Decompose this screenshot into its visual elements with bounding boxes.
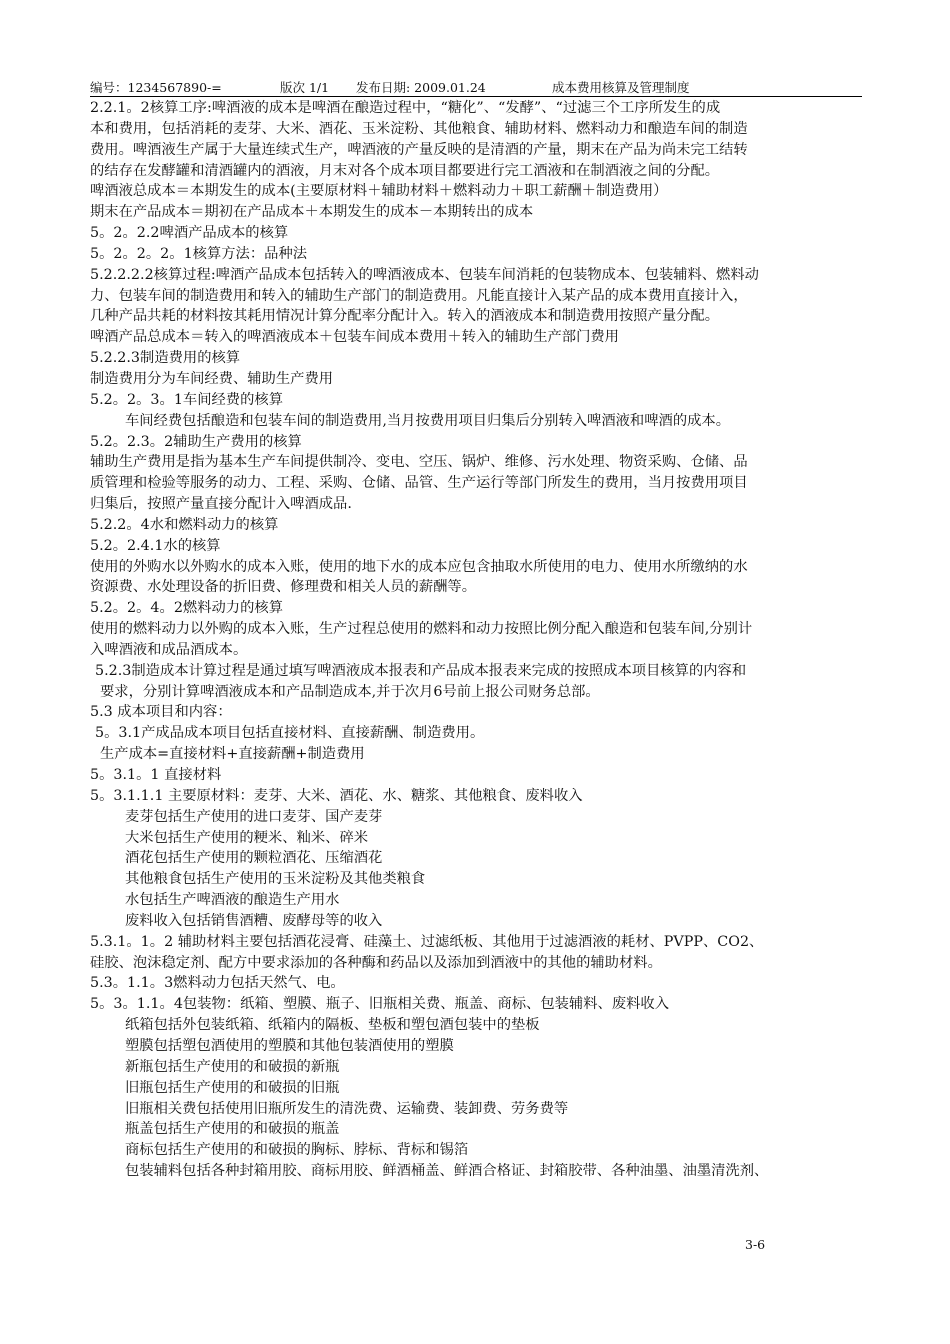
text-line: 5.2.3制造成本计算过程是通过填写啤酒液成本报表和产品成本报表来完成的按照成本项目核算的内容和: [95, 662, 747, 679]
text-line: 辅助生产费用是指为基本生产车间提供制冷、变电、空压、锅炉、维修、污水处理、物资采购、仓储、品: [90, 454, 748, 471]
document-title: 成本费用核算及管理制度: [552, 80, 690, 95]
page-number: 3-6: [745, 1237, 766, 1252]
text-line: 制造费用分为车间经费、辅助生产费用: [90, 370, 334, 387]
list-item: 旧瓶相关费包括使用旧瓶所发生的清洗费、运输费、装卸费、劳务费等: [125, 1100, 569, 1117]
text-line: 几种产品共耗的材料按其耗用情况计算分配率分配计入。转入的酒液成本和制造费用按照产量分配。: [90, 308, 720, 325]
text-line: 啤酒产品总成本＝转入的啤酒液成本＋包装车间成本费用＋转入的辅助生产部门费用: [90, 329, 619, 346]
publish-date: 发布日期: 2009.01.24: [356, 80, 486, 95]
list-item: 塑膜包括塑包酒使用的塑膜和其他包装酒使用的塑膜: [125, 1037, 454, 1054]
page-header: [90, 80, 862, 97]
text-line: 5。3.1产成品成本项目包括直接材料、直接薪酬、制造费用。: [95, 725, 485, 742]
section-heading: 5.2。2。4。2燃料动力的核算: [90, 600, 283, 617]
list-item: 旧瓶包括生产使用的和破损的旧瓶: [125, 1079, 340, 1096]
section-heading: 5.2。2.3。2辅助生产费用的核算: [90, 433, 302, 450]
text-line: 质管理和检验等服务的动力、工程、采购、仓储、品管、生产运行等部门所发生的费用，当月按费用项目: [90, 475, 748, 492]
text-line: 资源费、水处理设备的折旧费、修理费和相关人员的薪酬等。: [90, 579, 477, 596]
text-line: 生产成本=直接材料+直接薪酬+制造费用: [100, 746, 365, 763]
section-heading: 5。2。2。2。1核算方法：品种法: [90, 245, 308, 262]
text-line: 力、包装车间的制造费用和转入的辅助生产部门的制造费用。凡能直接计入某产品的成本费用直接计入，: [90, 287, 748, 304]
text-line: 使用的外购水以外购水的成本入账，使用的地下水的成本应包含抽取水所使用的电力、使用水所缴纳的水: [90, 558, 748, 575]
list-item: 包装辅料包括各种封箱用胶、商标用胶、鲜酒桶盖、鲜酒合格证、封箱胶带、各种油墨、油墨清洗剂、: [125, 1163, 769, 1180]
section-heading: 5.2。2.4.1水的核算: [90, 537, 221, 554]
document-id: 编号：1234567890-=: [90, 80, 222, 95]
list-item: 麦芽包括生产使用的进口麦芽、国产麦芽: [125, 808, 383, 825]
section-heading: 5。2。2.2啤酒产品成本的核算: [90, 225, 289, 242]
list-item: 纸箱包括外包装纸箱、纸箱内的隔板、垫板和塑包酒包装中的垫板: [125, 1017, 540, 1034]
section-heading: 5.2.2。4水和燃料动力的核算: [90, 516, 279, 533]
version: 版次 1/1: [280, 80, 330, 95]
text-line: 使用的燃料动力以外购的成本入账，生产过程总使用的燃料和动力按照比例分配入酿造和包装车间,分别计: [90, 621, 753, 638]
section-heading: 5.2。2。3。1车间经费的核算: [90, 391, 283, 408]
section-heading: 5.3。1.1。3燃料动力包括天然气、电。: [90, 975, 345, 992]
list-item: 瓶盖包括生产使用的和破损的瓶盖: [125, 1121, 340, 1138]
list-item: 大米包括生产使用的粳米、籼米、碎米: [125, 829, 369, 846]
section-heading: 5.2.2.3制造费用的核算: [90, 350, 241, 367]
list-item: 酒花包括生产使用的颗粒酒花、压缩酒花: [125, 850, 383, 867]
list-item: 其他粮食包括生产使用的玉米淀粉及其他类粮食: [125, 871, 426, 888]
list-item: 商标包括生产使用的和破损的胸标、脖标、背标和锡箔: [125, 1142, 469, 1159]
text-line: 要求，分别计算啤酒液成本和产品制造成本,并于次月6号前上报公司财务总部。: [100, 683, 600, 700]
text-line: 啤酒液总成本＝本期发生的成本(主要原材料＋辅助材料＋燃料动力＋职工薪酬＋制造费用）: [90, 183, 668, 200]
text-line: 本和费用，包括消耗的麦芽、大米、酒花、玉米淀粉、其他粮食、辅助材料、燃料动力和酿造车间的制造: [90, 120, 748, 137]
section-heading: 5。3.1.1.1 主要原材料：麦芽、大米、酒花、水、糖浆、其他粮食、废料收入: [90, 787, 583, 804]
text-line: 硅胶、泡沫稳定剂、配方中要求添加的各种酶和药品以及添加到酒液中的其他的辅助材料。: [90, 954, 662, 971]
list-item: 新瓶包括生产使用的和破损的新瓶: [125, 1058, 340, 1075]
text-line: 5.3.1。1。2 辅助材料主要包括酒花浸膏、硅藻土、过滤纸板、其他用于过滤酒液的耗材、PVPP、CO2、: [90, 933, 764, 950]
list-item: 水包括生产啤酒液的酿造生产用水: [125, 892, 340, 909]
text-line: 归集后，按照产量直接分配计入啤酒成品.: [90, 496, 352, 513]
text-line: 费用。啤酒液生产属于大量连续式生产，啤酒液的产量反映的是清酒的产量，期末在产品为尚未完工结转: [90, 141, 748, 158]
list-item: 废料收入包括销售酒糟、废酵母等的收入: [125, 912, 383, 929]
text-line: 5.2.2.2.2核算过程:啤酒产品成本包括转入的啤酒液成本、包装车间消耗的包装物成本、包装辅料、燃料动: [90, 266, 759, 283]
text-line: 2.2.1。2核算工序:啤酒液的成本是啤酒在酿造过程中，“糖化”、“发酵”、“过滤三个工序所发生的成: [90, 100, 721, 116]
text-line: 期末在产品成本＝期初在产品成本＋本期发生的成本－本期转出的成本: [90, 204, 534, 221]
section-heading: 5。3.1。1 直接材料: [90, 767, 222, 783]
section-heading: 5.3 成本项目和内容：: [90, 704, 232, 721]
text-line: 入啤酒液和成品酒成本。: [90, 641, 248, 658]
document-body: [90, 98, 865, 1182]
section-heading: 5。3。1.1。4包装物：纸箱、塑膜、瓶子、旧瓶相关费、瓶盖、商标、包装辅料、废料收入: [90, 996, 670, 1013]
text-line: 的结存在发酵罐和清酒罐内的酒液，月末对各个成本项目都要进行完工酒液和在制酒液之间的分配。: [90, 162, 720, 179]
text-line: 车间经费包括酿造和包装车间的制造费用,当月按费用项目归集后分别转入啤酒液和啤酒的成本。: [125, 412, 731, 429]
